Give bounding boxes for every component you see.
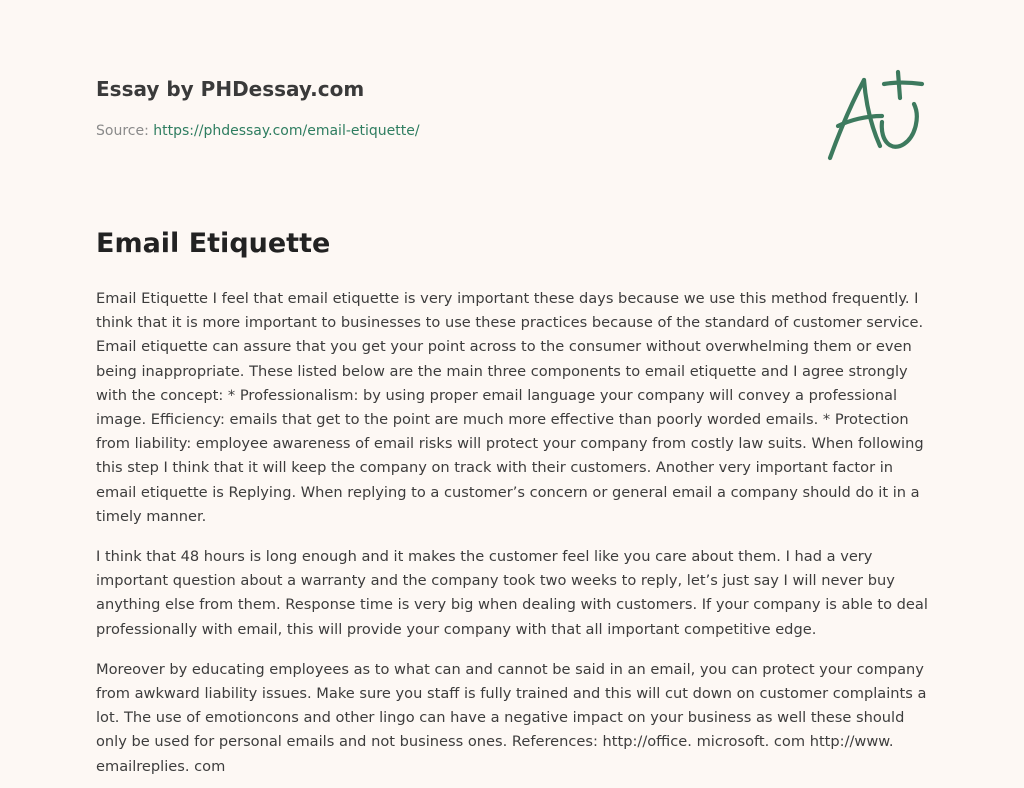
page-header <box>96 74 816 141</box>
a-plus-grade-icon <box>820 66 930 166</box>
essay-paragraph: Email Etiquette I feel that email etiquette is very important these days because we use this method frequently. I think that it is more important to businesses to use these practices because of the standard of customer service. Email etiquette can assure that you get your point across to the consumer without overwhelming them or even being inappropriate. These listed below are the main three components to email etiquette and I agree strongly with the concept: * Professionalism: by using proper email language your company will convey a professional image. Efficiency: emails that get to the point are much more effective than poorly worded emails. * Protection from liability: employee awareness of email risks will protect your company from costly law suits. When following this step I think that it will keep the company on track with their customers. Another very important factor in email etiquette is Replying. When replying to a customer’s concern or general email a company should do it in a timely manner. <box>96 290 924 525</box>
essay-title: Email Etiquette <box>96 228 331 259</box>
essay-paragraph: I think that 48 hours is long enough and it makes the customer feel like you care about them. I had a very important question about a warranty and the company took two weeks to reply, let’s just say I will never buy anything else from them. Response time is very big when dealing with customers. If your company is able to deal professionally with email, this will provide your company with that all important competitive edge. <box>96 548 928 638</box>
essay-article <box>96 224 930 779</box>
essay-paragraph: Moreover by educating employees as to what can and cannot be said in an email, you can protect your company from awkward liability issues. Make sure you staff is fully trained and this will cut down on customer complaints a lot. The use of emotioncons and other lingo can have a negative impact on your business as well these should only be used for personal emails and not business ones. References: http://office. microsoft. com http://www. emailreplies. com <box>96 660 927 775</box>
site-title: Essay by PHDessay.com <box>96 77 365 101</box>
source-link[interactable]: https://phdessay.com/email-etiquette/ <box>153 123 420 139</box>
source-line <box>96 121 816 141</box>
source-label: Source: <box>96 123 154 139</box>
